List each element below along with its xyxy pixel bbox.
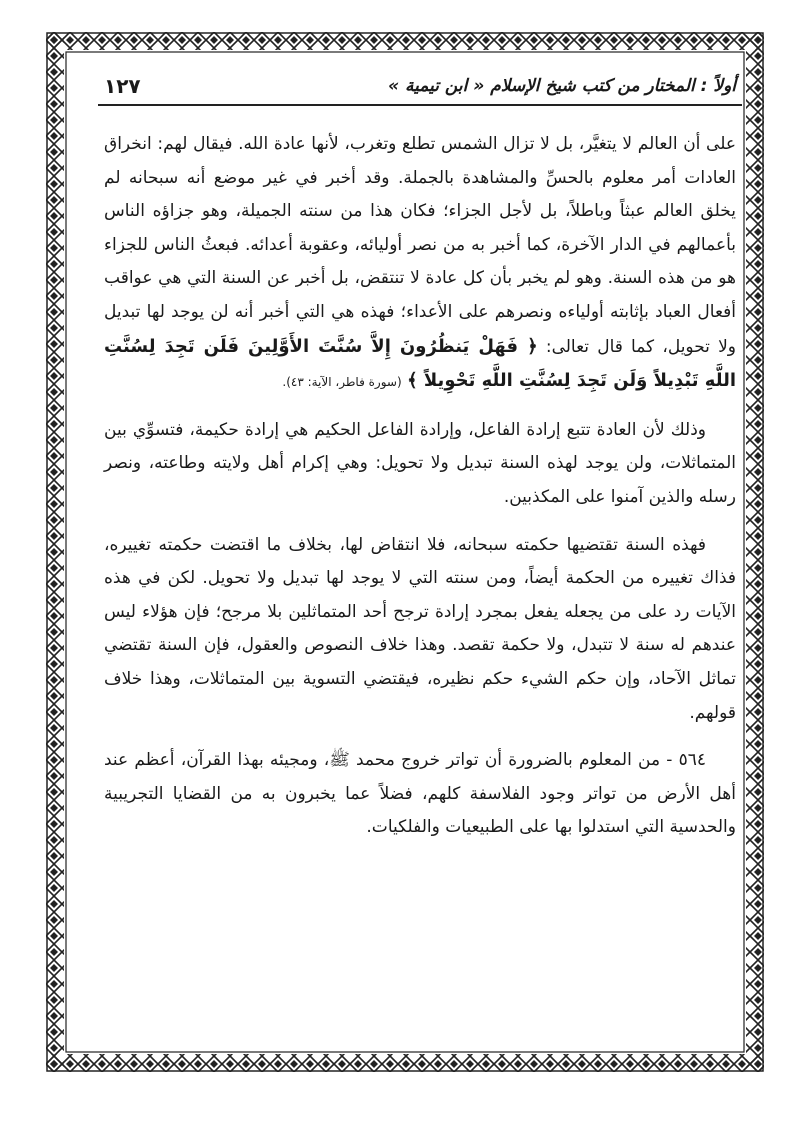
paragraph-2: وذلك لأن العادة تتبع إرادة الفاعل، وإرادة الفاعل الحكيم هي إرادة حكيمة، فتسوِّي بين المتماثلات، ولن يوجد لهذه السنة تبديل ولا تحويل: وهي إكرام أهل ولايته وطاعته، ونصر رسله والذين آمنوا على المكذبين. — [104, 419, 736, 507]
paragraph-4: ٥٦٤ - من المعلوم بالضرورة أن تواتر خروج محمد ﷺ، ومجيئه بهذا القرآن، أعظم عند أهل الأرض من تواتر وجود الفلاسفة كلهم، فضلاً عما يخبرون به من القضايا التجريبية والحدسية التي استدلوا بها على الطبيعيات والفلكيات. — [104, 750, 736, 838]
running-title: أولاً : المختار من كتب شيخ الإسلام « ابن تيمية » — [388, 76, 736, 96]
page-body — [104, 128, 736, 845]
verse-reference: (سورة فاطر، الآية: ٤٣). — [282, 375, 402, 390]
paragraph-1 — [104, 128, 736, 400]
page-header — [104, 72, 736, 102]
quran-verse: ﴿ فَهَلْ يَنظُرُونَ إِلاَّ سُنَّتَ الأَوَّلِينَ فَلَن تَجِدَ لِسُنَّتِ اللَّهِ تَبْدِيلاً وَلَن تَجِدَ لِسُنَّتِ اللَّهِ تَحْوِيلاً ﴾ — [104, 335, 736, 392]
paragraph-3: فهذه السنة تقتضيها حكمته سبحانه، فلا انتقاض لها، بخلاف ما اقتضت حكمته تغييره، فذاك تغييره من الحكمة أيضاً، ومن سنته التي لا يوجد لها تبديل ولا تحويل. لكن في هذه الآيات رد على من يجعله يفعل بمجرد إرادة ترجح أحد المتماثلين بلا مرجح؛ فإن هؤلاء ليس عندهم له سنة لا تتبدل، ولا حكمة تقصد. وهذا خلاف النصوص والعقول، فإن السنة تقتضي تماثل الآحاد، وإن حكم الشيء حكم نظيره، فيقتضي التسوية بين المتماثلات، وهذا خلاف قولهم. — [104, 534, 736, 723]
page-number: ١٢٧ — [104, 74, 141, 98]
header-divider — [98, 104, 742, 106]
paragraph-text: على أن العالم لا يتغيَّر، بل لا تزال الشمس تطلع وتغرب، لأنها عادة الله. فيقال لهم: انخراق العادات أمر معلوم بالحسِّ والمشاهدة بالجملة. وقد أخبر في غير موضع أنه سبحانه لم يخلق العالم عبثاً وباطلاً، بل لأجل الجزاء؛ فكان هذا من سنته الجميلة، وهو جزاؤه الناس بأعمالهم في الدار الآخرة، كما أخبر به من نصر أوليائه، وعقوبة أعدائه. فبعثُ الناس للجزاء هو من هذه السنة. وهو لم يخبر بأن كل عادة لا تنتقض، بل أخبر عن السنة التي هي عواقب أفعال العباد بإثابته أولياءه ونصرهم على الأعداء؛ فهذه هي التي أخبر أنه لن يوجد لها تبديل ولا تحويل، كما قال تعالى: — [104, 134, 736, 357]
